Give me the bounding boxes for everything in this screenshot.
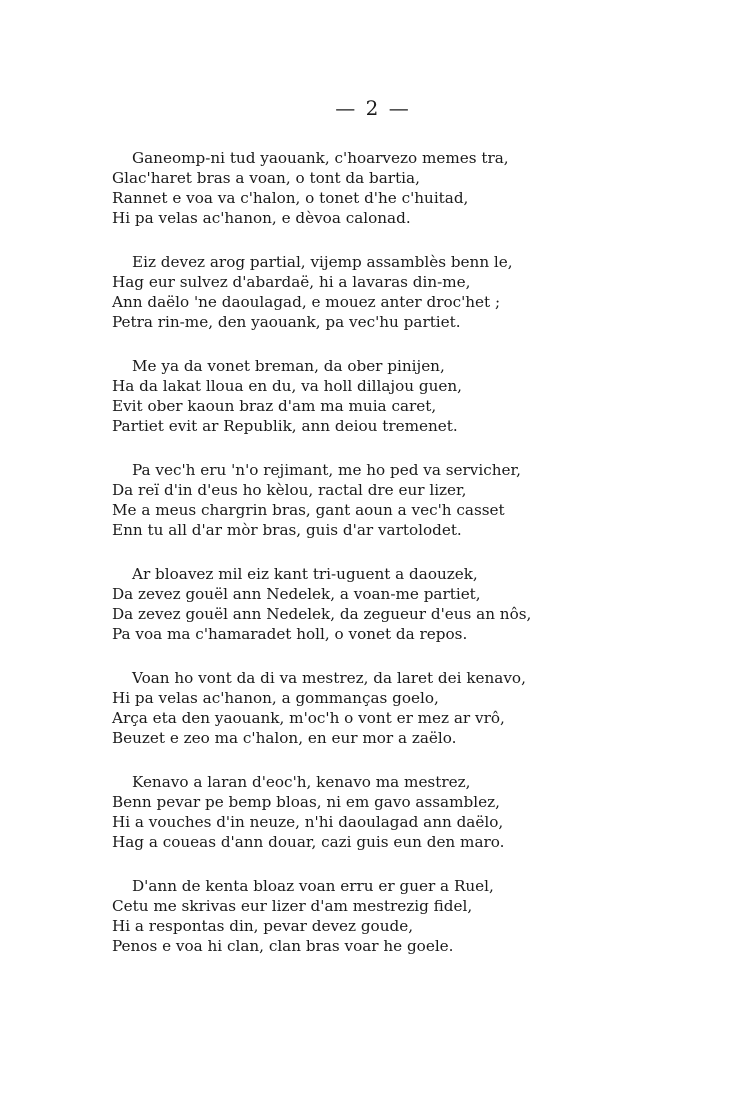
poem-line: Cetu me skrivas eur lizer d'am mestrezig fidel, <box>112 897 473 915</box>
poem-line: Evit ober kaoun braz d'am ma muia caret, <box>112 397 437 415</box>
stanza-1 <box>112 148 612 228</box>
stanza-4 <box>112 460 612 540</box>
poem-line: Arça eta den yaouank, m'oc'h o vont er mez ar vrô, <box>112 709 505 727</box>
poem-line: Ar bloavez mil eiz kant tri-uguent a daouzek, <box>132 565 478 583</box>
stanza-8 <box>112 876 612 956</box>
stanza-6 <box>112 668 612 748</box>
stanza-5 <box>112 564 612 644</box>
poem-line: Beuzet e zeo ma c'halon, en eur mor a zaëlo. <box>112 729 457 747</box>
page-number: — 2 — <box>335 96 411 120</box>
poem-line: Hi a respontas din, pevar devez goude, <box>112 917 414 935</box>
stanza-3 <box>112 356 612 436</box>
poem-line: Eiz devez arog partial, vijemp assamblès benn le, <box>132 253 513 271</box>
poem-line: Voan ho vont da di va mestrez, da laret dei kenavo, <box>132 669 526 687</box>
poem-line: Hag a coueas d'ann douar, cazi guis eun den maro. <box>112 833 505 851</box>
poem-line: Benn pevar pe bemp bloas, ni em gavo assamblez, <box>112 793 500 811</box>
poem-line: Kenavo a laran d'eoc'h, kenavo ma mestrez, <box>132 773 471 791</box>
poem-line: Rannet e voa va c'halon, o tonet d'he c'huitad, <box>112 189 469 207</box>
poem-line: Da reï d'in d'eus ho kèlou, ractal dre eur lizer, <box>112 481 467 499</box>
poem-line: Pa voa ma c'hamaradet holl, o vonet da repos. <box>112 625 468 643</box>
poem-line: Hi pa velas ac'hanon, a gommanças goelo, <box>112 689 439 707</box>
poem-line: Hi a vouches d'in neuze, n'hi daoulagad ann daëlo, <box>112 813 504 831</box>
stanza-7 <box>112 772 612 852</box>
poem-line: Pa vec'h eru 'n'o rejimant, me ho ped va servicher, <box>132 461 521 479</box>
poem-line: Penos e voa hi clan, clan bras voar he goele. <box>112 937 454 955</box>
poem-line: Da zevez gouël ann Nedelek, da zegueur d'eus an nôs, <box>112 605 532 623</box>
poem-line: Enn tu all d'ar mòr bras, guis d'ar vartolodet. <box>112 521 462 539</box>
stanza-2 <box>112 252 612 332</box>
poem-line: Glac'haret bras a voan, o tont da bartia, <box>112 169 420 187</box>
poem-line: Me ya da vonet breman, da ober pinijen, <box>132 357 445 375</box>
poem-line: Ha da lakat lloua en du, va holl dillajou guen, <box>112 377 462 395</box>
poem-line: D'ann de kenta bloaz voan erru er guer a Ruel, <box>132 877 494 895</box>
poem-line: Partiet evit ar Republik, ann deiou tremenet. <box>112 417 458 435</box>
poem-line: Ganeomp-ni tud yaouank, c'hoarvezo memes tra, <box>132 149 509 167</box>
poem-line: Da zevez gouël ann Nedelek, a voan-me partiet, <box>112 585 481 603</box>
poem-line: Petra rin-me, den yaouank, pa vec'hu partiet. <box>112 313 461 331</box>
poem-line: Ann daëlo 'ne daoulagad, e mouez anter droc'het ; <box>112 293 501 311</box>
poem <box>112 148 612 980</box>
poem-line: Hag eur sulvez d'abardaë, hi a lavaras din-me, <box>112 273 471 291</box>
poem-line: Me a meus chargrin bras, gant aoun a vec'h casset <box>112 501 505 519</box>
poem-line: Hi pa velas ac'hanon, e dèvoa calonad. <box>112 209 411 227</box>
